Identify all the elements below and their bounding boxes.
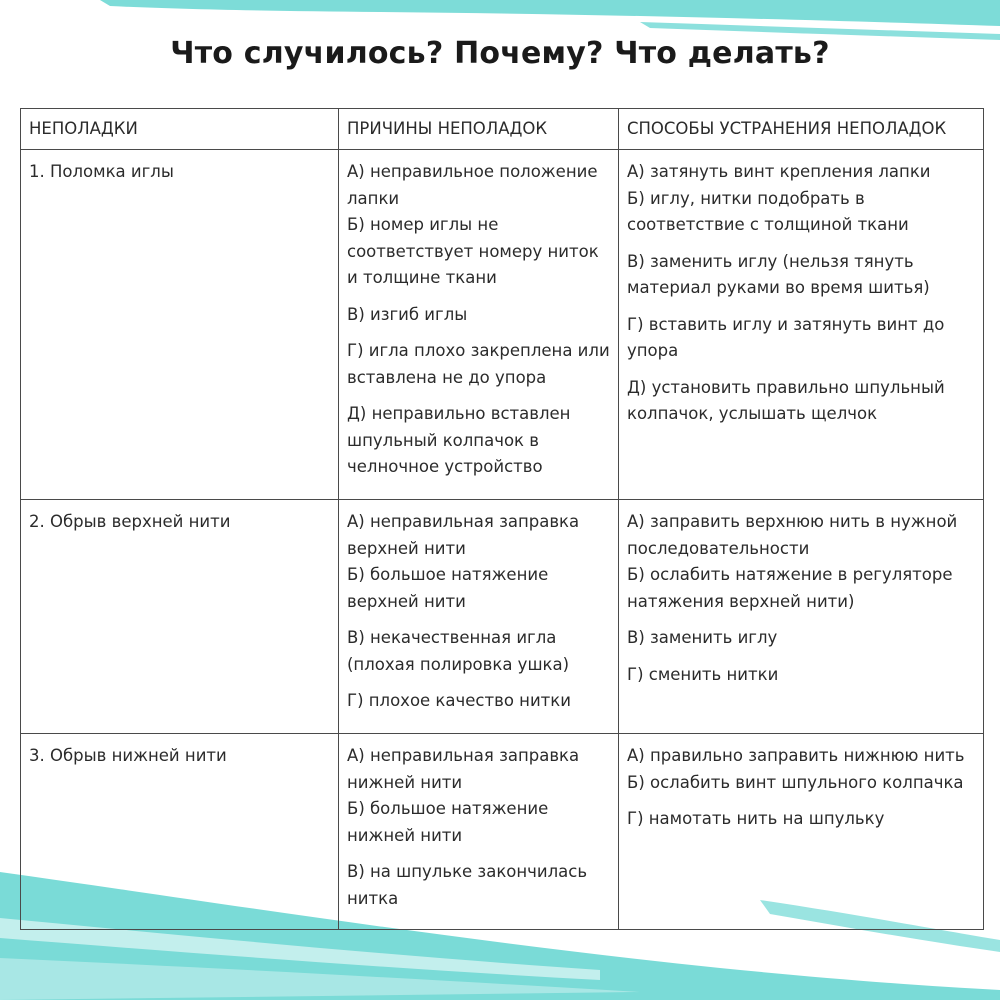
fix-group — [627, 625, 976, 652]
row-3-fixes — [619, 734, 984, 930]
cause-group — [347, 338, 611, 391]
row-1-fixes — [619, 150, 984, 500]
fix-group — [627, 249, 976, 302]
page-title: Что случилось? Почему? Что делать? — [170, 36, 830, 71]
fix-group — [627, 743, 976, 796]
cause-item: В) некачественная игла (плохая полировка ушка) — [347, 628, 570, 674]
row-3-problem: 3. Обрыв нижней нити — [21, 734, 339, 930]
fix-group — [627, 159, 976, 239]
fix-group — [627, 662, 976, 689]
cause-group — [347, 509, 611, 615]
cause-item: Б) большое натяжение верхней нити — [347, 565, 549, 611]
cause-item: В) изгиб иглы — [347, 304, 468, 324]
fix-group — [627, 509, 976, 615]
cause-item: А) неправильная заправка верхней нити — [347, 512, 580, 558]
fix-item: Г) сменить нитки — [627, 664, 779, 684]
row-1-causes — [339, 150, 619, 500]
table-row — [21, 734, 984, 930]
fix-item: Г) вставить иглу и затянуть винт до упора — [627, 314, 945, 360]
row-3-causes — [339, 734, 619, 930]
fix-item: А) затянуть винт крепления лапки — [627, 162, 931, 181]
row-1-problem: 1. Поломка иглы — [21, 150, 339, 500]
cause-group — [347, 401, 611, 481]
cause-group — [347, 859, 611, 912]
table-row — [21, 500, 984, 734]
fix-item: А) правильно заправить нижнюю нить — [627, 746, 965, 765]
header-problems: НЕПОЛАДКИ — [21, 109, 339, 150]
troubleshooting-table — [20, 108, 984, 930]
cause-item: А) неправильное положение лапки — [347, 162, 598, 208]
fix-item: Б) иглу, нитки подобрать в соответствие с толщиной ткани — [627, 188, 909, 234]
header-fixes: СПОСОБЫ УСТРАНЕНИЯ НЕПОЛАДОК — [619, 109, 984, 150]
cause-item: Г) игла плохо закреплена или вставлена не до упора — [347, 341, 610, 387]
fix-item: Б) ослабить винт шпульного колпачка — [627, 772, 964, 792]
fix-group — [627, 375, 976, 428]
fix-item: Б) ослабить натяжение в регуляторе натяжения верхней нити) — [627, 565, 953, 611]
fix-item: В) заменить иглу (нельзя тянуть материал руками во время шитья) — [627, 251, 930, 297]
cause-item: Д) неправильно вставлен шпульный колпачок в челночное устройство — [347, 404, 571, 476]
fix-group — [627, 312, 976, 365]
cause-group — [347, 688, 611, 715]
row-2-causes — [339, 500, 619, 734]
table-row — [21, 150, 984, 500]
cause-item: Г) плохое качество нитки — [347, 691, 571, 710]
cause-group — [347, 302, 611, 329]
row-2-problem: 2. Обрыв верхней нити — [21, 500, 339, 734]
cause-group — [347, 159, 611, 292]
fix-item: Г) намотать нить на шпульку — [627, 809, 885, 828]
fix-item: А) заправить верхнюю нить в нужной последовательности — [627, 512, 958, 558]
table-header-row — [21, 109, 984, 150]
cause-item: Б) номер иглы не соответствует номеру ниток и толщине ткани — [347, 215, 599, 287]
fix-item: Д) установить правильно шпульный колпачок, услышать щелчок — [627, 377, 945, 423]
cause-item: В) на шпульке закончилась нитка — [347, 862, 588, 908]
cause-group — [347, 743, 611, 849]
header-causes: ПРИЧИНЫ НЕПОЛАДОК — [339, 109, 619, 150]
fix-item: В) заменить иглу — [627, 628, 778, 647]
cause-item: А) неправильная заправка нижней нити — [347, 746, 580, 792]
row-2-fixes — [619, 500, 984, 734]
cause-item: Б) большое натяжение нижней нити — [347, 799, 549, 845]
cause-group — [347, 625, 611, 678]
fix-group — [627, 806, 976, 833]
